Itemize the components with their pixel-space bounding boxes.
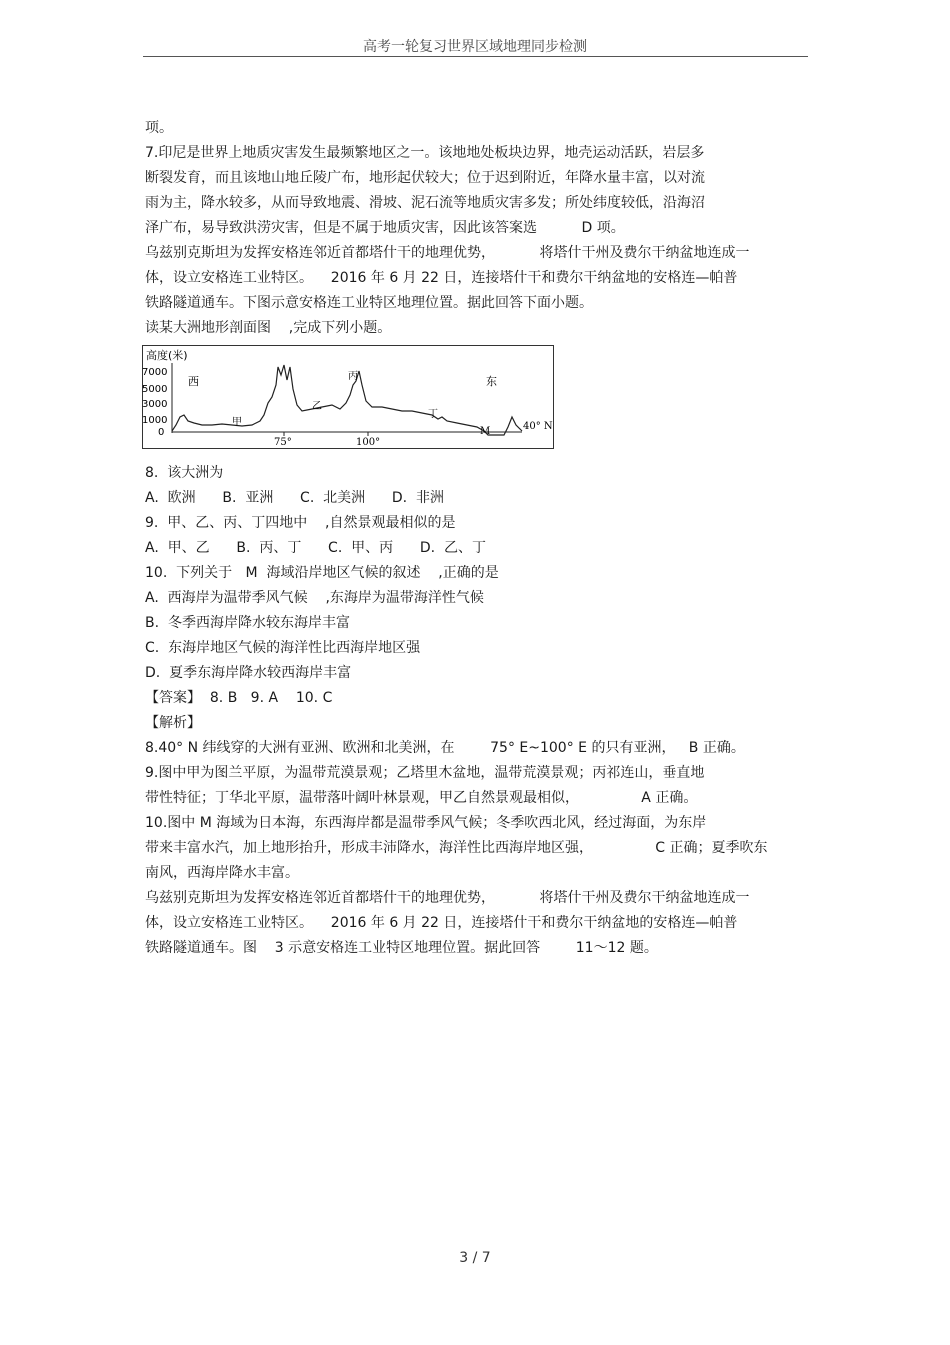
answer-line: 【答案】 8. B 9. A 10. C [145,690,333,706]
document-body [142,116,810,961]
bing-label: 丙 [348,371,358,382]
ding-label: 丁 [428,409,438,420]
body-line: 项。 [145,120,173,136]
question-line: A. 欧洲 B. 亚洲 C. 北美洲 D. 非洲 [145,490,444,506]
analysis-line: 带性特征；丁华北平原，温带落叶阔叶林景观，甲乙自然景观最相似， A 正确。 [145,790,698,806]
question-line: C. 东海岸地区气候的海洋性比西海岸地区强 [145,640,421,656]
question-line: 10. 下列关于 M 海域沿岸地区气候的叙述 ,正确的是 [145,565,499,581]
body-line: 雨为主，降水较多，从而导致地震、滑坡、泥石流等地质灾害多发；所处纬度较低，沿海沼 [145,195,705,211]
sea-m-label: M [480,426,491,437]
y-tick-label: 5000 [142,384,168,395]
figure-frame [143,346,554,449]
y-tick-label: 3000 [142,399,168,410]
body-line: 铁路隧道通车。图 3 示意安格连工业特区地理位置。据此回答 11～12 题。 [145,940,658,956]
body-line: 乌兹别克斯坦为发挥安格连邻近首都塔什干的地理优势， 将塔什干州及费尔干纳盆地连成一 [145,890,750,906]
west-label: 西 [188,375,199,388]
body-line: 读某大洲地形剖面图 ,完成下列小题。 [145,320,392,336]
body-line: 体，设立安格连工业特区。 2016 年 6 月 22 日，连接塔什干和费尔干纳盆地的安格连—帕普 [145,915,738,931]
question-line: 9. 甲、乙、丙、丁四地中 ,自然景观最相似的是 [145,515,456,531]
y-tick-label: 1000 [142,415,168,426]
question-line: A. 甲、乙 B. 丙、丁 C. 甲、丙 D. 乙、丁 [145,540,486,556]
east-label: 东 [486,375,497,388]
x-tick-label: 100° [356,437,381,448]
y-tick-label: 7000 [142,367,168,378]
body-line: 7.印尼是世界上地质灾害发生最频繁地区之一。该地地处板块边界，地壳运动活跃，岩层多 [145,145,705,161]
body-line: 断裂发育，而且该地山地丘陵广布，地形起伏较大；位于迟到附近，年降水量丰富，以对流 [145,170,705,186]
body-line: 铁路隧道通车。下图示意安格连工业特区地理位置。据此回答下面小题。 [145,295,593,311]
analysis-heading: 【解析】 [145,715,201,731]
jia-label: 甲 [232,417,242,428]
question-line: D. 夏季东海岸降水较西海岸丰富 [145,665,352,681]
terrain-profile-chart [142,345,554,449]
body-line: 乌兹别克斯坦为发挥安格连邻近首都塔什干的地理优势， 将塔什干州及费尔干纳盆地连成一 [145,245,750,261]
body-line: 体，设立安格连工业特区。 2016 年 6 月 22 日，连接塔什干和费尔干纳盆地的安格连—帕普 [145,270,738,286]
analysis-line: 8.40° N 纬线穿的大洲有亚洲、欧洲和北美洲，在 75° E~100° E 的只有亚洲， B 正确。 [145,740,745,756]
header-rule [143,56,808,57]
terrain-profile-figure [142,345,554,449]
question-line: B. 冬季西海岸降水较东海岸丰富 [145,615,350,631]
analysis-line: 9.图中甲为图兰平原，为温带荒漠景观；乙塔里木盆地，温带荒漠景观；丙祁连山，垂直地 [145,765,705,781]
question-line: A. 西海岸为温带季风气候 ,东海岸为温带海洋性气候 [145,590,484,606]
terrain-profile-line [172,365,522,435]
y-axis-title: 高度(米) [146,349,188,362]
analysis-line: 南风，西海岸降水丰富。 [145,865,299,881]
x-tick-label: 75° [274,437,292,448]
question-line: 8. 该大洲为 [145,465,224,481]
yi-label: 乙 [312,401,322,412]
analysis-line: 10.图中 M 海域为日本海，东西海岸都是温带季风气候；冬季吹西北风，经过海面，为东岸 [145,815,707,831]
page-number: 3 / 7 [459,1250,491,1266]
body-line: 泽广布，易导致洪涝灾害，但是不属于地质灾害，因此该答案选 D 项。 [145,220,625,236]
y-tick-label: 0 [158,427,165,438]
analysis-line: 带来丰富水汽，加上地形抬升，形成丰沛降水，海洋性比西海岸地区强， C 正确；夏季吹东 [145,840,768,856]
page-header: 高考一轮复习世界区域地理同步检测 [363,39,587,55]
latitude-label: 40° N [523,421,553,432]
